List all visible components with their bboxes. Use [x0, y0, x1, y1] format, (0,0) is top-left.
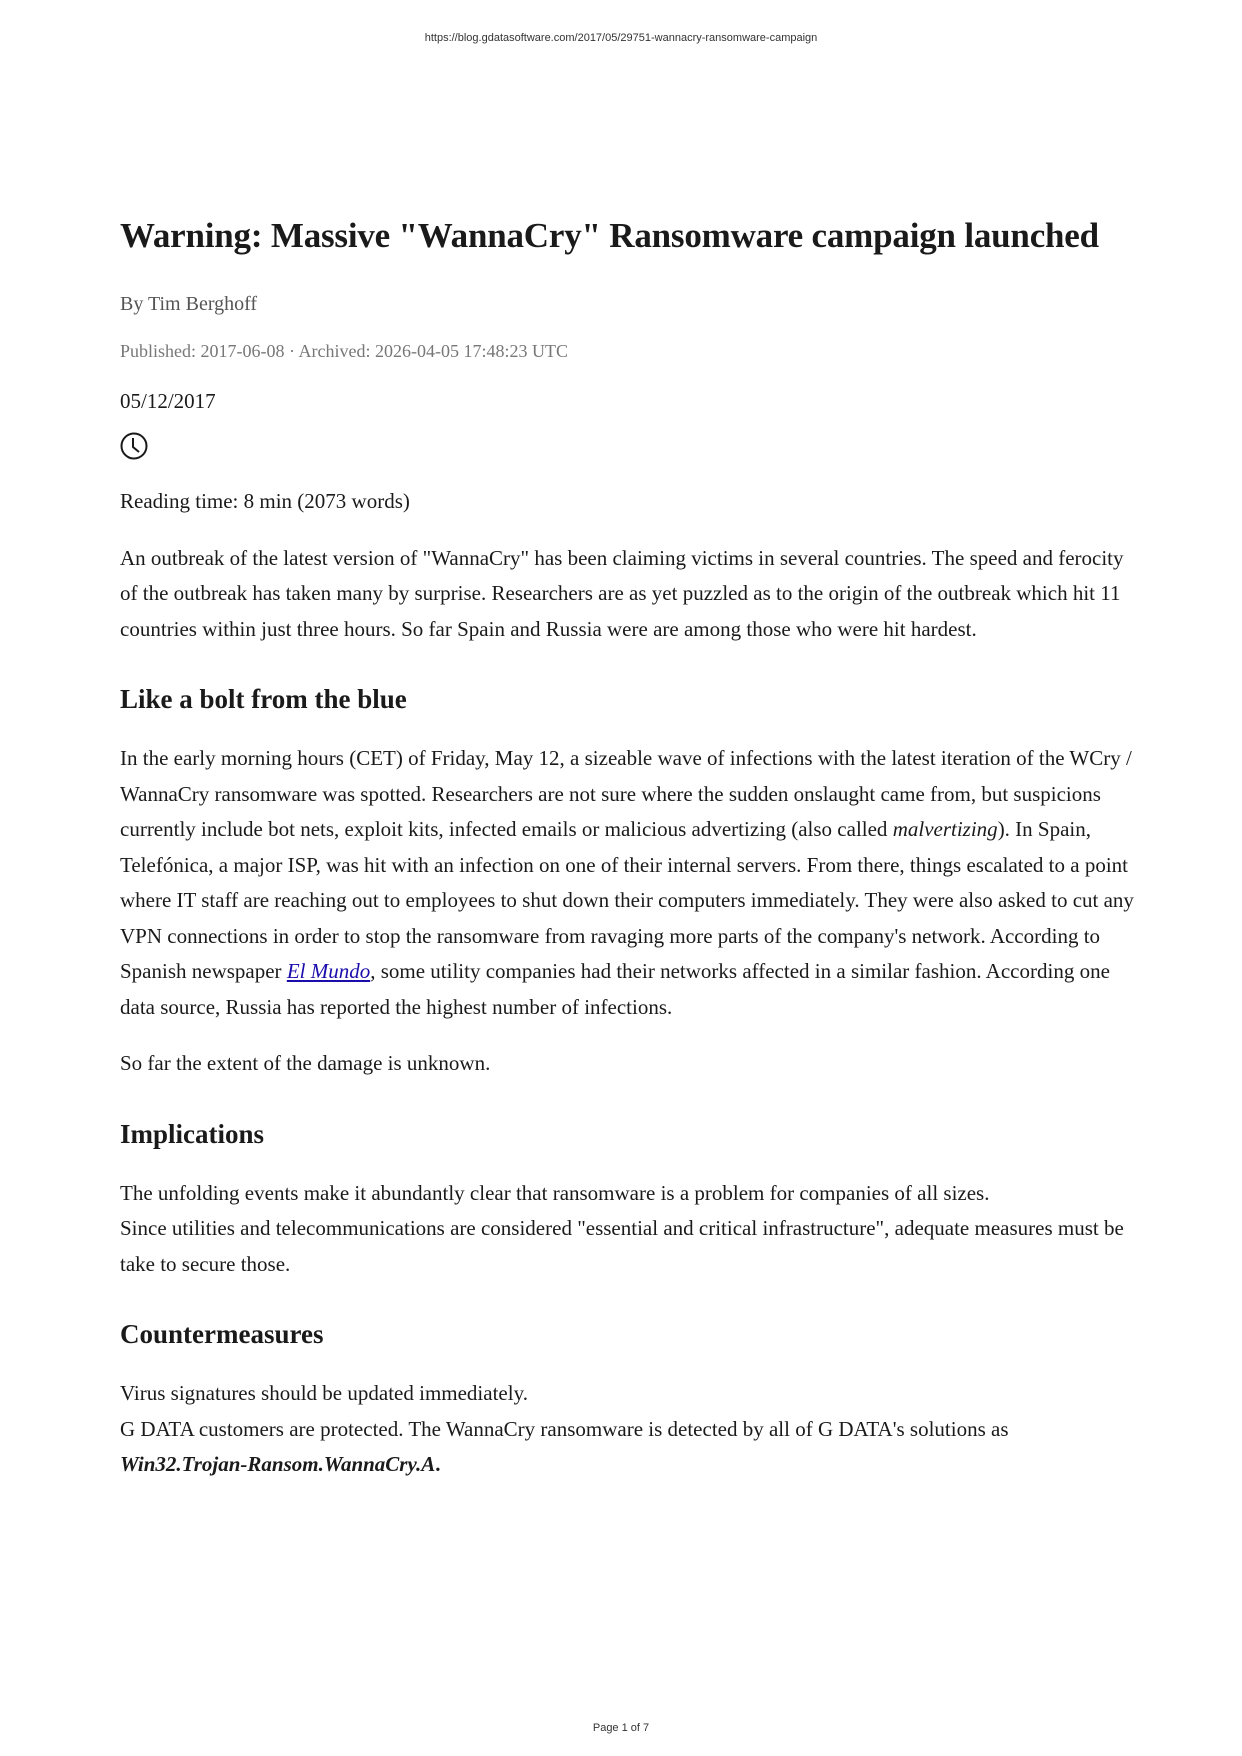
- paragraph-implications: [120, 1176, 1136, 1283]
- section-heading-implications: Implications: [120, 1118, 265, 1149]
- el-mundo-link[interactable]: El Mundo: [286, 959, 371, 983]
- publish-info: Published: 2017-06-08 · Archived: 2026-04-05 17:48:23 UTC: [120, 341, 568, 361]
- text: In the early morning hours (CET) of Friday, May 12, a sizeable wave of infections with the latest iteration of the WCry / WannaCry ransomware was spotted. Researchers are not sure where the sudden onslaught came from, but suspicions currently include bot nets, exploit kits, infected emails or malicious advertizing (also called: [120, 746, 1132, 841]
- text: The unfolding events make it abundantly clear that ransomware is a problem for companies of all sizes.: [120, 1180, 990, 1205]
- article-title: Warning: Massive "WannaCry" Ransomware campaign launched: [120, 216, 1099, 255]
- section-heading-bolt: Like a bolt from the blue: [120, 684, 407, 714]
- article-date: 05/12/2017: [120, 389, 216, 413]
- author-byline: By Tim Berghoff: [120, 293, 258, 315]
- clock-icon: [120, 432, 148, 460]
- paragraph-damage: So far the extent of the damage is unknown.: [120, 1051, 491, 1075]
- intro-paragraph: An outbreak of the latest version of "WannaCry" has been claiming victims in several countries. The speed and ferocity of the outbreak has taken many by surprise. Researchers are as yet puzzled as to the origin of the outbreak which hit 11 countries within just three hours. So far Spain and Russia were are among those who were hit hardest.: [120, 545, 1124, 641]
- text: , some utility companies had their networks affected in a similar fashion. According one data source, Russia has reported the highest number of infections.: [120, 959, 1110, 1019]
- text: Since utilities and telecommunications are considered "essential and critical infrastructure", adequate measures must be take to secure those.: [120, 1216, 1124, 1276]
- section-heading-countermeasures: Countermeasures: [120, 1319, 324, 1349]
- paragraph-outbreak: [120, 741, 1136, 1025]
- text: ). In Spain, Telefónica, a major ISP, was hit with an infection on one of their internal servers. From there, things escalated to a point where IT staff are reaching out to employees to shut down their computers immediately. They were also asked to cut any VPN connections in order to stop the ransomware from ravaging more parts of the company's network. According to Spanish newspaper: [120, 817, 1134, 983]
- text: .: [435, 1452, 441, 1476]
- page-number: Page 1 of 7: [592, 1722, 650, 1734]
- italic-term: malvertizing: [892, 817, 998, 841]
- detection-name: Win32.Trojan-Ransom.WannaCry.A: [120, 1452, 436, 1476]
- article: [120, 212, 1136, 1504]
- reading-time: Reading time: 8 min (2073 words): [120, 489, 410, 513]
- text: G DATA customers are protected. The WannaCry ransomware is detected by all of G DATA's solutions as: [120, 1416, 1009, 1441]
- page-url: https://blog.gdatasoftware.com/2017/05/29751-wannacry-ransomware-campaign: [424, 32, 818, 44]
- text: Virus signatures should be updated immediately.: [120, 1381, 528, 1405]
- paragraph-countermeasures: [120, 1376, 1136, 1483]
